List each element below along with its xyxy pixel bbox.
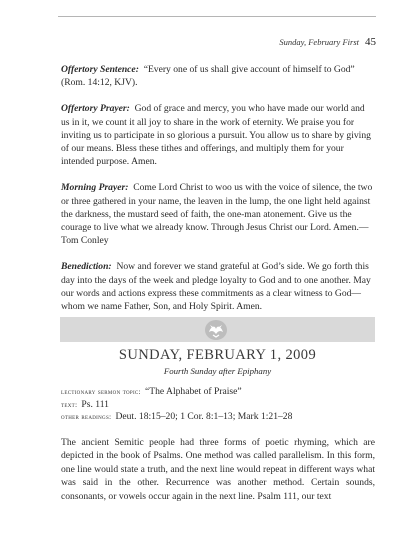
paragraph-text: “Every one of us shall give account of himself to God” (Rom. 14:12, KJV). <box>61 64 355 89</box>
paragraph-lead: Offertory Prayer: <box>61 103 130 115</box>
section-title: SUNDAY, FEBRUARY 1, 2009 <box>118 347 317 363</box>
sermon-topic-row <box>61 386 375 399</box>
morning-prayer <box>61 181 375 247</box>
topic-value: “The Alphabet of Praise” <box>144 386 242 397</box>
readings-label: other readings: <box>61 412 112 422</box>
page-number: 45 <box>365 36 376 48</box>
paragraph-lead: Benediction: <box>61 261 112 273</box>
running-title: Sunday, February First <box>279 37 359 47</box>
doves-emblem-icon <box>202 319 230 341</box>
paragraph-text: Come Lord Christ to woo us with the voice of silence, the two or three gathered in your name, the leaven in the lump, the one light held against the darkness, the mustard seed of faith, the one-man atonement. Give us the courage to live what we already know. Through Jesus Christ our Lord. Amen.—Tom Conley <box>61 182 373 247</box>
readings-row <box>61 411 375 424</box>
running-header <box>279 36 376 48</box>
worship-elements <box>61 63 375 326</box>
topic-label: lectionary sermon topic: <box>61 387 141 396</box>
paragraph-text: Now and forever we stand grateful at God’s side. We go forth this day into the days of the week and pledge loyalty to God and to one another. May our words and actions express these commitments as a clear witness to God—whom we name Father, Son, and Holy Spirit. Amen. <box>61 261 371 313</box>
paragraph-lead: Morning Prayer: <box>61 182 129 194</box>
benediction <box>61 260 375 313</box>
text-row <box>61 399 375 412</box>
paragraph-lead: Offertory Sentence: <box>61 64 139 75</box>
offertory-sentence <box>61 63 375 89</box>
sermon-body: The ancient Semitic people had three forms of poetic rhyming, which are depicted in the book of Psalms. One method was called parallelism. In this form, one line would state a truth, and the next line would repeat in different ways what was said in the other. Recurrence was another method. Certain sounds, consonants, or vowels occur again in the next line. Psalm 111, our text <box>61 437 375 502</box>
paragraph-text: God of grace and mercy, you who have made our world and us in it, we count it all joy to share in the work of eternity. We praise you for inviting us to participate in so glorious a pursuit. You allow us to share by giving of our means. Bless these tithes and offerings, and multiply them for your intended purpose. Amen. <box>61 103 371 168</box>
sermon-meta <box>61 386 375 424</box>
top-rule <box>58 16 376 17</box>
text-label: text: <box>61 399 78 409</box>
readings-value: Deut. 18:15–20; 1 Cor. 8:1–13; Mark 1:21–28 <box>115 411 293 423</box>
section-subtitle: Fourth Sunday after Epiphany <box>163 366 272 376</box>
text-value: Ps. 111 <box>81 398 109 410</box>
offertory-prayer <box>61 102 375 168</box>
